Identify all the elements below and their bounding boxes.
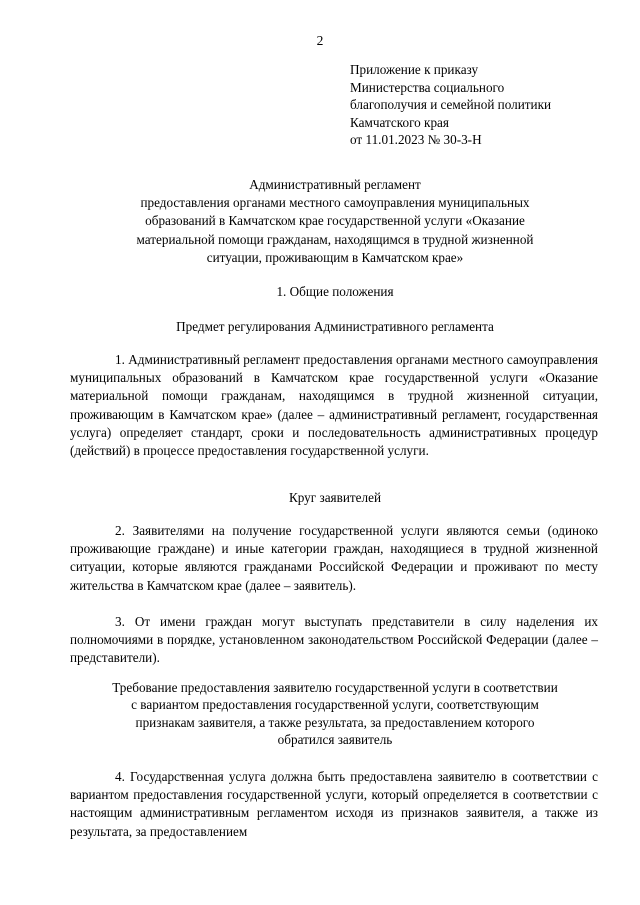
appendix-line: Камчатского края [350,114,449,130]
title-line: Административный регламент [249,177,421,192]
paragraph-1: 1. Административный регламент предоставления органами местного самоуправления муниципальных образований в Камчатском крае государственной услуги «Оказание материальной помощи гражданам, находящимся в трудной жизненной ситуации, проживающим в Камчатском крае» (далее – административный регламент, государственная услуга) определяет стандарт, сроки и последовательность административных процедур (действий) в процессе предоставления государственной услуги. [70,352,598,459]
section-heading-general: 1. Общие положения [276,284,394,299]
title-line: ситуации, проживающим в Камчатском крае» [206,249,464,265]
applicants-heading: Круг заявителей [288,490,382,505]
appendix-reference [350,61,620,149]
appendix-line: Приложение к приказу [350,62,479,77]
requirement-heading-line: обратился заявитель [277,732,393,748]
requirement-heading-line: Требование предоставления заявителю государственной услуги в соответствии [112,680,558,695]
paragraph-4: 4. Государственная услуга должна быть предоставлена заявителю в соответствии с вариантом предоставления государственной услуги, который определяется в соответствии с настоящим административным регламентом исходя из признаков заявителя, а также из результата, за предоставлением [70,769,598,839]
paragraph-3: 3. От имени граждан могут выступать представители в силу наделения их полномочиями в порядке, установленном законодательством Российской Федерации (далее – представители). [70,614,598,666]
subject-heading: Предмет регулирования Административного регламента [176,319,494,334]
title-line: предоставления органами местного самоуправления муниципальных [140,195,530,211]
title-line: образований в Камчатском крае государственной услуги «Оказание [145,213,525,229]
page-number: 2 [316,33,324,48]
paragraph-2: 2. Заявителями на получение государственной услуги являются семьи (одиноко проживающие граждане) и иные категории граждан, находящиеся в трудной жизненной ситуации, которые являются гражданами Российской Федерации и проживают по месту жительства в Камчатском крае (далее – заявитель). [70,523,598,593]
requirement-heading [70,679,600,749]
appendix-line: от 11.01.2023 № 30-3-Н [350,132,482,148]
appendix-line: благополучия и семейной политики [350,97,552,113]
title-line: материальной помощи гражданам, находящимся в трудной жизненной [136,231,534,247]
requirement-heading-line: признакам заявителя, а также результата, за предоставлением которого [135,714,535,730]
requirement-heading-line: с вариантом предоставления государственной услуги, соответствующим [131,697,539,713]
document-title [70,176,600,267]
appendix-line: Министерства социального [350,79,505,95]
